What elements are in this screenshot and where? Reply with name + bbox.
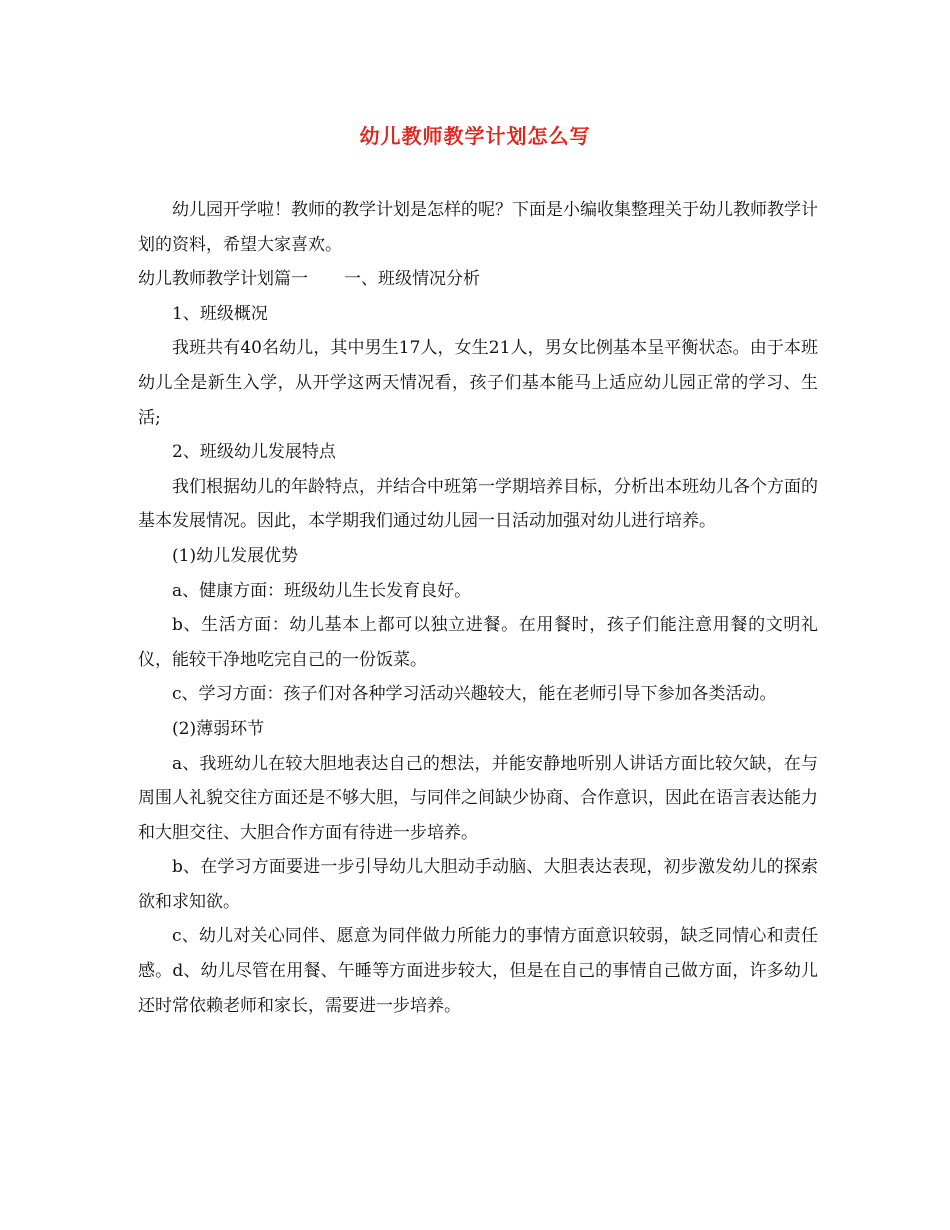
document-title: 幼儿教师教学计划怎么写 (359, 124, 591, 148)
paragraph-class-overview: 我班共有40名幼儿，其中男生17人，女生21人，男女比例基本呈平衡状态。由于本班幼儿全是新生入学，从开学这两天情况看，孩子们基本能马上适应幼儿园正常的学习、生活; (138, 338, 818, 428)
subheading-strengths: (1)幼儿发展优势 (172, 545, 299, 566)
intro-paragraph: 幼儿园开学啦！教师的教学计划是怎样的呢？下面是小编收集整理关于幼儿教师教学计划的资料，希望大家喜欢。 (138, 200, 818, 255)
subheading-development-traits: 2、班级幼儿发展特点 (172, 442, 336, 463)
paragraph-life: b、生活方面：幼儿基本上都可以独立进餐。在用餐时，孩子们能注意用餐的文明礼仪，能较干净地吃完自己的一份饭菜。 (138, 615, 818, 670)
subheading-class-overview: 1、班级概况 (172, 303, 268, 324)
section-title: 幼儿教师教学计划篇一 (138, 269, 308, 290)
section-heading-line (138, 262, 818, 297)
subheading-weak-points: (2)薄弱环节 (172, 718, 265, 739)
document-body (138, 193, 818, 1023)
section-subtitle: 一、班级情况分析 (344, 269, 480, 290)
paragraph-weak-b: b、在学习方面要进一步引导幼儿大胆动手动脑、大胆表达表现，初步激发幼儿的探索欲和求知欲。 (138, 857, 818, 912)
paragraph-weak-a: a、我班幼儿在较大胆地表达自己的想法，并能安静地听别人讲话方面比较欠缺，在与周围人礼貌交往方面还是不够大胆，与同伴之间缺少协商、合作意识，因此在语言表达能力和大胆交往、大胆合作方面有待进一步培养。 (138, 753, 818, 843)
paragraph-health: a、健康方面：班级幼儿生长发育良好。 (172, 580, 472, 601)
paragraph-study: c、学习方面：孩子们对各种学习活动兴趣较大，能在老师引导下参加各类活动。 (172, 684, 777, 705)
paragraph-development-traits: 我们根据幼儿的年龄特点，并结合中班第一学期培养目标，分析出本班幼儿各个方面的基本发展情况。因此，本学期我们通过幼儿园一日活动加强对幼儿进行培养。 (138, 476, 818, 532)
paragraph-weak-cd: c、幼儿对关心同伴、愿意为同伴做力所能力的事情方面意识较弱，缺乏同情心和责任感。d、幼儿尽管在用餐、午睡等方面进步较大，但是在自己的事情自己做方面，许多幼儿还时常依赖老师和家长，需要进一步培养。 (138, 926, 818, 1016)
